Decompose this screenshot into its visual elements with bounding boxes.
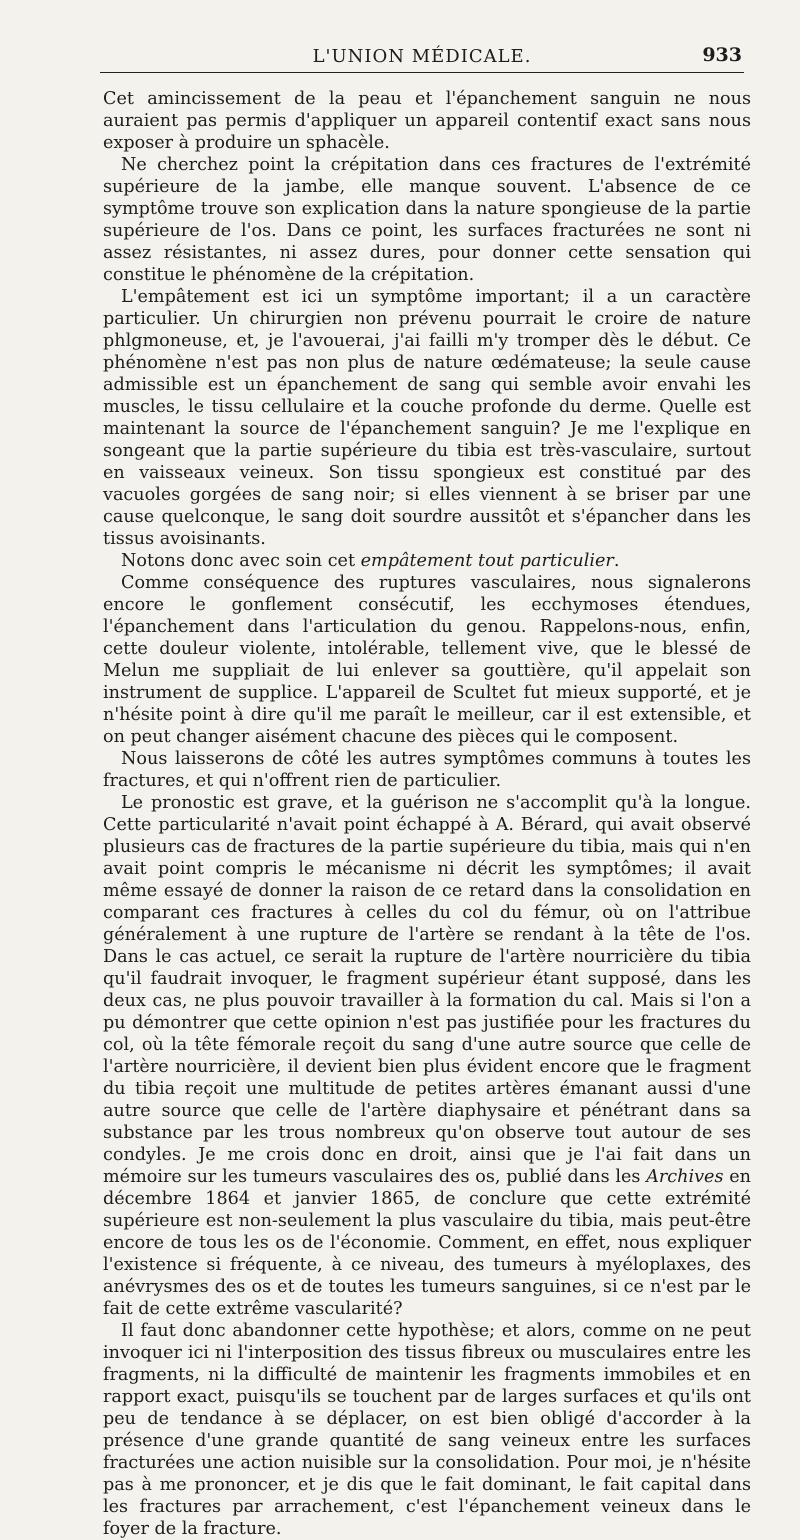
paragraph-text: Notons donc avec soin cet (121, 551, 361, 571)
running-title: L'UNION MÉDICALE. (312, 46, 532, 67)
emphasis-text: empâtement tout particulier (360, 551, 614, 571)
paragraph: Nous laisserons de côté les autres symptômes communs à toutes les fractures, et qui n'offrent rien de particulier. (103, 749, 751, 791)
emphasis-text: Archives (646, 1167, 724, 1187)
paragraph (103, 550, 751, 572)
page-number: 933 (702, 44, 742, 66)
paragraph-text: en décembre 1864 et janvier 1865, de conclure que cette extrémité supérieure est non-seulement la plus vasculaire du tibia, mais peut-être encore de tous les os de l'économie. Comment, en effet, nous expliquer l'existence si fréquente, à ce niveau, des tumeurs à myéloplaxes, des anévrysmes des os et de toutes les tumeurs sanguines, si ce n'est par le fait de cette extrême vascularité? (103, 1167, 751, 1319)
paragraph: Comme conséquence des ruptures vasculaires, nous signalerons encore le gonflement consécutif, les ecchymoses étendues, l'épanchement dans l'articulation du genou. Rappelons-nous, enfin, cette douleur violente, intolérable, tellement vive, que le blessé de Melun me suppliait de lui enlever sa gouttière, qu'il appelait son instrument de supplice. L'appareil de Scultet fut mieux supporté, et je n'hésite point à dire qu'il me paraît le meilleur, car il est extensible, et on peut changer aisément chacune des pièces qui le composent. (103, 573, 751, 747)
paragraph: L'empâtement est ici un symptôme important; il a un caractère particulier. Un chirurgien non prévenu pourrait le croire de nature phlgmoneuse, et, je l'avouerai, j'ai failli m'y tromper dès le début. Ce phénomène n'est pas non plus de nature œdémateuse; la seule cause admissible est un épanchement de sang qui semble avoir envahi les muscles, le tissu cellulaire et la couche profonde du derme. Quelle est maintenant la source de l'épanchement sanguin? Je me l'explique en songeant que la partie supérieure du tibia est très-vasculaire, surtout en vaisseaux veineux. Son tissu spongieux est constitué par des vacuoles gorgées de sang noir; si elles viennent à se briser par une cause quelconque, le sang doit sourdre aussitôt et s'épancher dans les tissus avoisinants. (103, 287, 751, 549)
paragraph: Cet amincissement de la peau et l'épanchement sanguin ne nous auraient pas permis d'appliquer un appareil contentif exact sans nous exposer à produire un sphacèle. (103, 89, 751, 153)
body-text (103, 88, 751, 1540)
paragraph: Il faut donc abandonner cette hypothèse; et alors, comme on ne peut invoquer ici ni l'interposition des tissus fibreux ou musculaires entre les fragments, ni la difficulté de maintenir les fragments immobiles et en rapport exact, puisqu'ils se touchent par de larges surfaces et qu'ils ont peu de tendance à se déplacer, on est bien obligé d'accorder à la présence d'une grande quantité de sang veineux entre les surfaces fracturées une action nuisible sur la consolidation. Pour moi, je n'hésite pas à me prononcer, et je dis que le fait dominant, le fait capital dans les fractures par arrachement, c'est l'épanchement veineux dans le foyer de la fracture. (103, 1321, 751, 1539)
page-header (100, 44, 744, 73)
paragraph (103, 792, 751, 1320)
paragraph: Ne cherchez point la crépitation dans ces fractures de l'extrémité supérieure de la jambe, elle manque souvent. L'absence de ce symptôme trouve son explication dans la nature spongieuse de la partie supérieure de l'os. Dans ce point, les surfaces fracturées ne sont ni assez résistantes, ni assez dures, pour donner cette sensation qui constitue le phénomène de la crépitation. (103, 155, 751, 285)
paragraph-text: Le pronostic est grave, et la guérison ne s'accomplit qu'à la longue. Cette particularité n'avait point échappé à A. Bérard, qui avait observé plusieurs cas de fractures de la partie supérieure du tibia, mais qui n'en avait point compris le mécanisme ni décrit les symptômes; il avait même essayé de donner la raison de ce retard dans la consolidation en comparant ces fractures à celles du col du fémur, où on l'attribue généralement à une rupture de l'artère se rendant à la tête de l'os. Dans le cas actuel, ce serait la rupture de l'artère nourricière du tibia qu'il faudrait invoquer, le fragment supérieur étant supposé, dans les deux cas, ne plus pouvoir travailler à la formation du cal. Mais si l'on a pu démontrer que cette opinion n'est pas justifiée pour les fractures du col, où la tête fémorale reçoit du sang d'une autre source que celle de l'artère nourricière, il devient bien plus évident encore que le fragment du tibia reçoit une multitude de petites artères émanant aussi d'une autre source que celle de l'artère diaphysaire et pénétrant dans sa substance par les trous nombreux qu'on observe tout autour de ses condyles. Je me crois donc en droit, ainsi que je l'ai fait dans un mémoire sur les tumeurs vasculaires des os, publié dans les (103, 793, 751, 1187)
paragraph-text: . (613, 551, 620, 571)
